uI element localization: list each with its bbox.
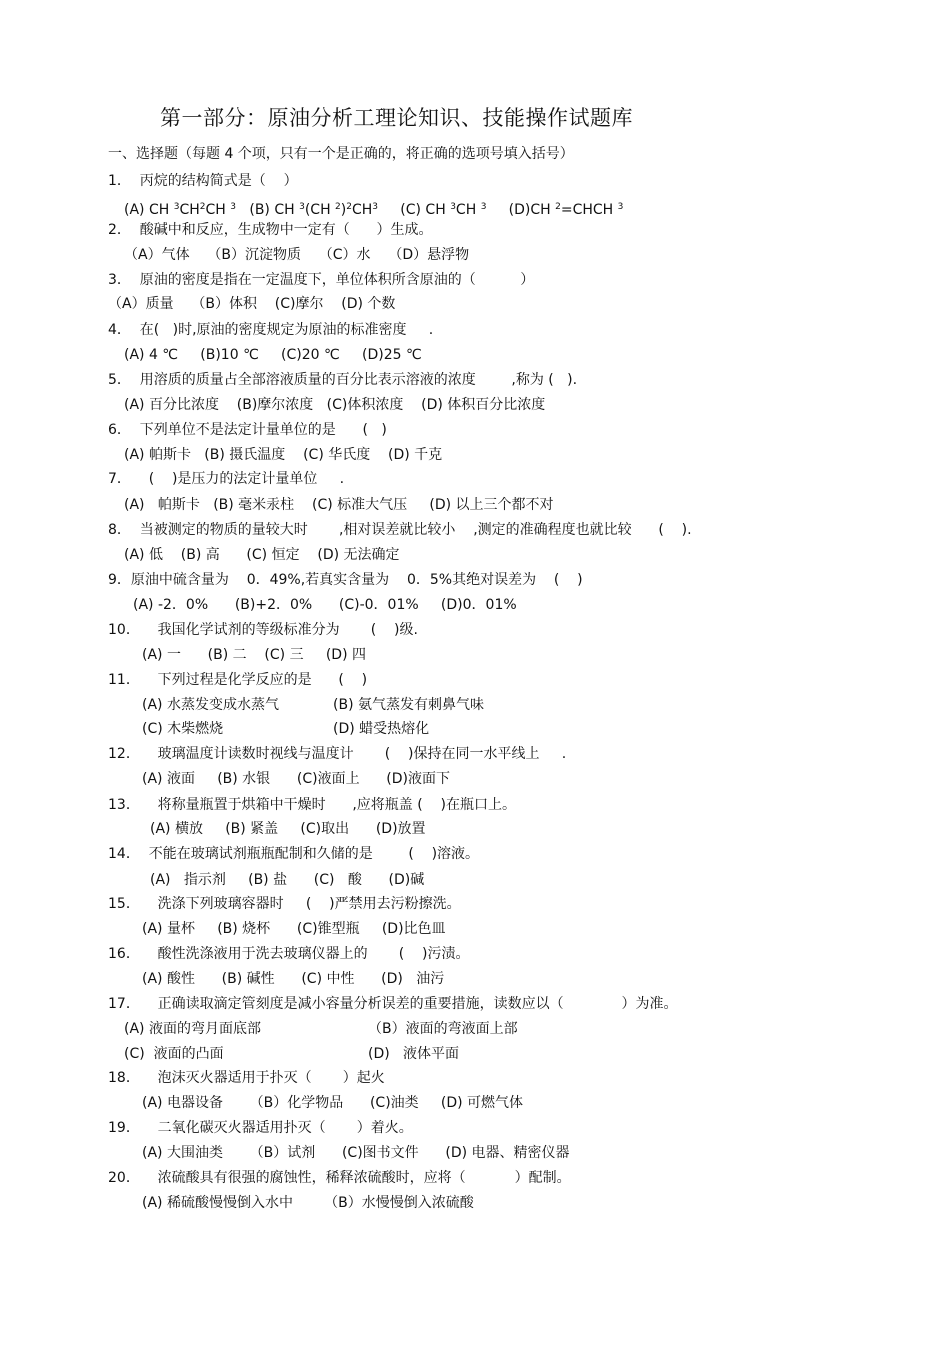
question-2: 2． 酸碱中和反应，生成物中一定有（ ）生成。: [108, 222, 433, 238]
question-16-options: (A) 酸性 (B) 碱性 (C) 中性 (D) 油污: [142, 971, 445, 987]
question-15: 15． 洗涤下列玻璃容器时 ( )严禁用去污粉擦洗。: [108, 896, 461, 912]
question-19-options: (A) 大围油类 （B）试剂 (C)图书文件 (D) 电器、精密仪器: [142, 1145, 570, 1161]
question-10-options: (A) 一 (B) 二 (C) 三 (D) 四: [142, 647, 366, 663]
question-20-options: (A) 稀硫酸慢慢倒入水中 （B）水慢慢倒入浓硫酸: [142, 1195, 474, 1211]
question-13: 13． 将称量瓶置于烘箱中干燥时 ,应将瓶盖 ( )在瓶口上。: [108, 797, 516, 813]
question-11-option-b: (B) 氨气蒸发有刺鼻气味: [333, 697, 484, 713]
question-4-options: (A) 4 ℃ (B)10 ℃ (C)20 ℃ (D)25 ℃: [124, 347, 422, 363]
question-7-options: (A) 帕斯卡 (B) 毫米汞柱 (C) 标准大气压 (D) 以上三个都不对: [124, 497, 554, 513]
question-1-options: (A) CH $^3CH^2CH$ $^3$ (B) CH $^3$(CH $^2)^2CH^3$ (C) CH $^3$CH $^3$ (D)CH $^2$=CHCH $^3$: [124, 202, 624, 218]
question-20: 20． 浓硫酸具有很强的腐蚀性，稀释浓硫酸时，应将（ ）配制。: [108, 1170, 571, 1186]
question-14-options: (A) 指示剂 (B) 盐 (C) 酸 (D)碱: [150, 872, 425, 888]
question-7: 7． ( )是压力的法定计量单位 .: [108, 471, 345, 487]
question-17-option-c: (C) 液面的凸面: [124, 1046, 224, 1062]
question-12-options: (A) 液面 (B) 水银 (C)液面上 (D)液面下: [142, 771, 450, 787]
question-3: 3． 原油的密度是指在一定温度下，单位体积所含原油的（ ）: [108, 272, 535, 288]
question-5: 5． 用溶质的质量占全部溶液质量的百分比表示溶液的浓度 ,称为 ( ).: [108, 372, 578, 388]
question-9-options: (A) -2．0% (B)+2．0% (C)-0．01% (D)0．01%: [133, 597, 517, 613]
question-8-options: (A) 低 (B) 高 (C) 恒定 (D) 无法确定: [124, 547, 400, 563]
question-17: 17． 正确读取滴定管刻度是减小容量分析误差的重要措施，读数应以（ ）为准。: [108, 996, 678, 1012]
question-6-options: (A) 帕斯卡 (B) 摄氏温度 (C) 华氏度 (D) 千克: [124, 447, 443, 463]
question-11-option-d: (D) 蜡受热熔化: [333, 721, 430, 737]
question-17-option-a: (A) 液面的弯月面底部: [124, 1021, 261, 1037]
question-6: 6． 下列单位不是法定计量单位的是 ( ): [108, 422, 387, 438]
question-19: 19． 二氧化碳灭火器适用扑灭（ ）着火。: [108, 1120, 413, 1136]
question-11-option-a: (A) 水蒸发变成水蒸气: [142, 697, 279, 713]
question-18: 18． 泡沫灭火器适用于扑灭（ ）起火: [108, 1070, 385, 1086]
question-16: 16． 酸性洗涤液用于洗去玻璃仪器上的 ( )污渍。: [108, 946, 470, 962]
question-12: 12． 玻璃温度计读数时视线与温度计 ( )保持在同一水平线上 .: [108, 746, 567, 762]
question-9: 9．原油中硫含量为 0．49%,若真实含量为 0．5%其绝对误差为 ( ): [108, 572, 583, 588]
question-15-options: (A) 量杯 (B) 烧杯 (C)锥型瓶 (D)比色皿: [142, 921, 446, 937]
question-8: 8． 当被测定的物质的量较大时 ,相对误差就比较小 ,测定的准确程度也就比较 ( ).: [108, 522, 692, 538]
question-1: 1． 丙烷的结构简式是（ ）: [108, 173, 298, 189]
question-13-options: (A) 横放 (B) 紧盖 (C)取出 (D)放置: [150, 821, 426, 837]
question-14: 14． 不能在玻璃试剂瓶瓶配制和久储的是 ( )溶液。: [108, 846, 480, 862]
page-title: 第一部分：原油分析工理论知识、技能操作试题库: [160, 106, 633, 130]
question-3-options: （A）质量 （B）体积 (C)摩尔 (D) 个数: [108, 296, 396, 312]
section-heading: 一、选择题（每题 4 个项，只有一个是正确的，将正确的选项号填入括号）: [108, 146, 574, 162]
question-11: 11． 下列过程是化学反应的是 ( ): [108, 672, 368, 688]
question-2-options: （A）气体 （B）沉淀物质 （C）水 （D）悬浮物: [124, 247, 470, 263]
question-18-options: (A) 电器设备 （B）化学物品 (C)油类 (D) 可燃气体: [142, 1095, 524, 1111]
question-17-option-d: (D) 液体平面: [368, 1046, 460, 1062]
question-4: 4． 在( )时,原油的密度规定为原油的标准密度 .: [108, 322, 434, 338]
question-10: 10． 我国化学试剂的等级标准分为 ( )级.: [108, 622, 418, 638]
question-11-option-c: (C) 木柴燃烧: [142, 721, 224, 737]
question-17-option-b: （B）液面的弯液面上部: [368, 1021, 518, 1037]
question-5-options: (A) 百分比浓度 (B)摩尔浓度 (C)体积浓度 (D) 体积百分比浓度: [124, 397, 546, 413]
